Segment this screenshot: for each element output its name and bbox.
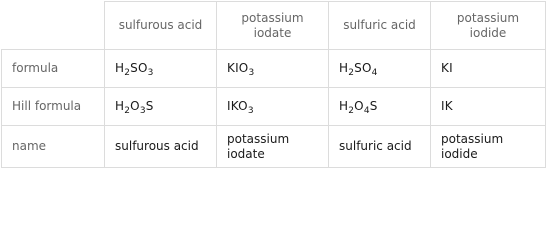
header-corner-cell	[2, 2, 105, 50]
chemical-formula: $H_2O_3S$	[115, 99, 154, 116]
formula-cell	[329, 50, 431, 88]
formula-subscript: 2	[348, 106, 355, 116]
formula-subscript: 2	[124, 68, 131, 78]
formula-subscript: 3	[147, 68, 154, 78]
chemical-formula: IK	[441, 99, 453, 113]
hill-formula-cell	[329, 88, 431, 126]
formula-subscript: 4	[363, 106, 370, 116]
chemical-formula: $IKO_3$	[227, 99, 254, 116]
formula-cell	[105, 50, 217, 88]
formula-subscript: 4	[371, 68, 378, 78]
name-cell: potassium iodate	[217, 126, 329, 168]
chemical-formula: $H_2SO_3$	[115, 61, 154, 78]
column-header: potassium iodate	[217, 2, 329, 50]
formula-subscript: 3	[248, 68, 255, 78]
formula-cell	[431, 50, 546, 88]
hill-formula-cell	[431, 88, 546, 126]
formula-subscript: 3	[247, 106, 254, 116]
chemical-formula: $H_2SO_4$	[339, 61, 378, 78]
compound-comparison-table	[1, 1, 546, 168]
table-row-formula	[2, 50, 546, 88]
table-row-name	[2, 126, 546, 168]
row-label: formula	[2, 50, 105, 88]
row-label: Hill formula	[2, 88, 105, 126]
formula-subscript: 2	[348, 68, 355, 78]
table-header-row	[2, 2, 546, 50]
name-cell: sulfurous acid	[105, 126, 217, 168]
hill-formula-cell	[217, 88, 329, 126]
formula-subscript: 2	[124, 106, 131, 116]
column-header: sulfurous acid	[105, 2, 217, 50]
chemical-formula: $KIO_3$	[227, 61, 255, 78]
table-row-hill-formula	[2, 88, 546, 126]
row-label: name	[2, 126, 105, 168]
name-cell: potassium iodide	[431, 126, 546, 168]
name-cell: sulfuric acid	[329, 126, 431, 168]
chemical-formula: $H_2O_4S$	[339, 99, 378, 116]
column-header: sulfuric acid	[329, 2, 431, 50]
formula-cell	[217, 50, 329, 88]
formula-subscript: 3	[139, 106, 146, 116]
hill-formula-cell	[105, 88, 217, 126]
column-header: potassium iodide	[431, 2, 546, 50]
chemical-formula: KI	[441, 61, 453, 75]
